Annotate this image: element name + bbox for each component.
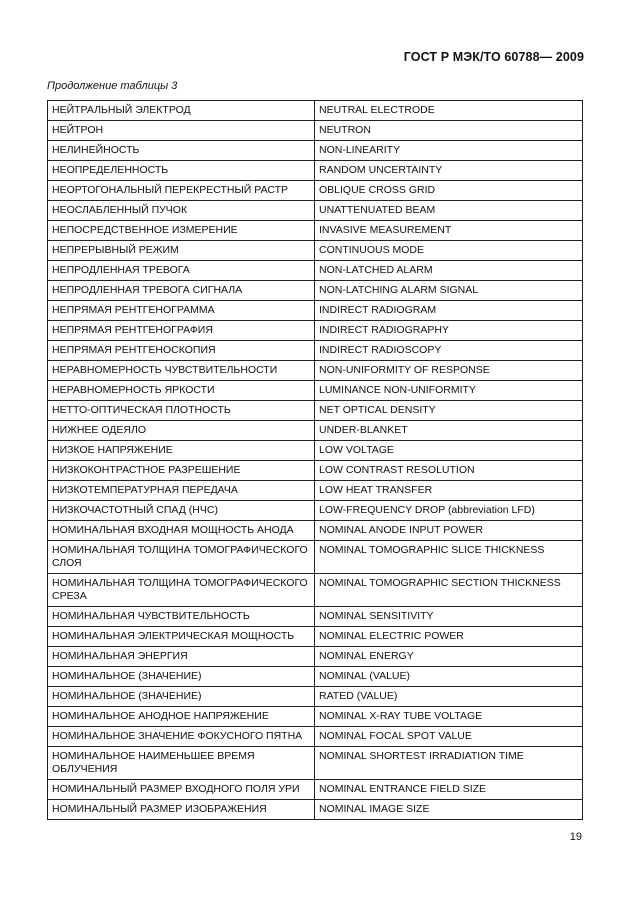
term-russian: НЕПРЯМАЯ РЕНТГЕНОГРАФИЯ bbox=[48, 321, 315, 341]
term-russian: НЕОСЛАБЛЕННЫЙ ПУЧОК bbox=[48, 201, 315, 221]
term-russian: НОМИНАЛЬНАЯ ТОЛЩИНА ТОМОГРАФИЧЕСКОГО СРЕЗА bbox=[48, 574, 315, 607]
term-english: NEUTRAL ELECTRODE bbox=[315, 101, 583, 121]
term-english: INDIRECT RADIOGRAM bbox=[315, 301, 583, 321]
term-russian: НОМИНАЛЬНОЕ НАИМЕНЬШЕЕ ВРЕМЯ ОБЛУЧЕНИЯ bbox=[48, 747, 315, 780]
table-row bbox=[48, 780, 583, 800]
table-row bbox=[48, 707, 583, 727]
table-row bbox=[48, 161, 583, 181]
term-russian: НЕТТО-ОПТИЧЕСКАЯ ПЛОТНОСТЬ bbox=[48, 401, 315, 421]
term-english: LOW-FREQUENCY DROP (abbreviation LFD) bbox=[315, 501, 583, 521]
term-russian: НИЗКОЕ НАПРЯЖЕНИЕ bbox=[48, 441, 315, 461]
table-row bbox=[48, 441, 583, 461]
table-row bbox=[48, 627, 583, 647]
table-row bbox=[48, 401, 583, 421]
table-row bbox=[48, 241, 583, 261]
term-russian: НЕПРОДЛЕННАЯ ТРЕВОГА bbox=[48, 261, 315, 281]
term-english: NOMINAL ENTRANCE FIELD SIZE bbox=[315, 780, 583, 800]
table-row bbox=[48, 800, 583, 820]
term-english: NOMINAL TOMOGRAPHIC SECTION THICKNESS bbox=[315, 574, 583, 607]
table-row bbox=[48, 541, 583, 574]
term-russian: НИЗКОТЕМПЕРАТУРНАЯ ПЕРЕДАЧА bbox=[48, 481, 315, 501]
term-english: OBLIQUE CROSS GRID bbox=[315, 181, 583, 201]
term-english: LOW HEAT TRANSFER bbox=[315, 481, 583, 501]
term-english: NOMINAL ELECTRIC POWER bbox=[315, 627, 583, 647]
term-english: NON-LINEARITY bbox=[315, 141, 583, 161]
term-russian: НОМИНАЛЬНАЯ ВХОДНАЯ МОЩНОСТЬ АНОДА bbox=[48, 521, 315, 541]
term-russian: НОМИНАЛЬНАЯ ЧУВСТВИТЕЛЬНОСТЬ bbox=[48, 607, 315, 627]
page-number: 19 bbox=[569, 831, 582, 843]
table-row bbox=[48, 301, 583, 321]
term-russian: НЕПРОДЛЕННАЯ ТРЕВОГА СИГНАЛА bbox=[48, 281, 315, 301]
table-row bbox=[48, 381, 583, 401]
term-english: NOMINAL TOMOGRAPHIC SLICE THICKNESS bbox=[315, 541, 583, 574]
term-english: UNATTENUATED BEAM bbox=[315, 201, 583, 221]
document-header: ГОСТ Р МЭК/ТО 60788— 2009 bbox=[403, 50, 584, 64]
term-english: CONTINUOUS MODE bbox=[315, 241, 583, 261]
term-english: INVASIVE MEASUREMENT bbox=[315, 221, 583, 241]
table-row bbox=[48, 607, 583, 627]
terms-table-body bbox=[48, 101, 583, 820]
term-russian: НЕПРЯМАЯ РЕНТГЕНОСКОПИЯ bbox=[48, 341, 315, 361]
table-row bbox=[48, 574, 583, 607]
term-russian: НОМИНАЛЬНОЕ ЗНАЧЕНИЕ ФОКУСНОГО ПЯТНА bbox=[48, 727, 315, 747]
term-russian: НЕОРТОГОНАЛЬНЫЙ ПЕРЕКРЕСТНЫЙ РАСТР bbox=[48, 181, 315, 201]
term-english: INDIRECT RADIOGRAPHY bbox=[315, 321, 583, 341]
table-row bbox=[48, 281, 583, 301]
term-russian: НЕПРЕРЫВНЫЙ РЕЖИМ bbox=[48, 241, 315, 261]
term-russian: НОМИНАЛЬНЫЙ РАЗМЕР ИЗОБРАЖЕНИЯ bbox=[48, 800, 315, 820]
term-english: NOMINAL IMAGE SIZE bbox=[315, 800, 583, 820]
term-english: RANDOM UNCERTAINTY bbox=[315, 161, 583, 181]
term-english: RATED (VALUE) bbox=[315, 687, 583, 707]
term-russian: НИЗКОЧАСТОТНЫЙ СПАД (НЧС) bbox=[48, 501, 315, 521]
term-russian: НИЖНЕЕ ОДЕЯЛО bbox=[48, 421, 315, 441]
term-english: UNDER-BLANKET bbox=[315, 421, 583, 441]
table-row bbox=[48, 461, 583, 481]
table-row bbox=[48, 361, 583, 381]
term-english: NON-LATCHING ALARM SIGNAL bbox=[315, 281, 583, 301]
term-russian: НЕЙТРОН bbox=[48, 121, 315, 141]
term-english: LUMINANCE NON-UNIFORMITY bbox=[315, 381, 583, 401]
table-caption: Продолжение таблицы 3 bbox=[47, 80, 178, 92]
terms-table bbox=[47, 100, 583, 820]
term-russian: НЕЛИНЕЙНОСТЬ bbox=[48, 141, 315, 161]
term-russian: НОМИНАЛЬНЫЙ РАЗМЕР ВХОДНОГО ПОЛЯ УРИ bbox=[48, 780, 315, 800]
term-russian: НОМИНАЛЬНАЯ ТОЛЩИНА ТОМОГРАФИЧЕСКОГО СЛОЯ bbox=[48, 541, 315, 574]
term-english: NEUTRON bbox=[315, 121, 583, 141]
term-english: NOMINAL SHORTEST IRRADIATION TIME bbox=[315, 747, 583, 780]
table-row bbox=[48, 667, 583, 687]
term-english: NON-UNIFORMITY OF RESPONSE bbox=[315, 361, 583, 381]
table-row bbox=[48, 121, 583, 141]
term-russian: НЕРАВНОМЕРНОСТЬ ЧУВСТВИТЕЛЬНОСТИ bbox=[48, 361, 315, 381]
term-russian: НОМИНАЛЬНОЕ (ЗНАЧЕНИЕ) bbox=[48, 667, 315, 687]
term-english: NET OPTICAL DENSITY bbox=[315, 401, 583, 421]
table-row bbox=[48, 647, 583, 667]
table-row bbox=[48, 261, 583, 281]
table-row bbox=[48, 181, 583, 201]
table-row bbox=[48, 141, 583, 161]
table-row bbox=[48, 727, 583, 747]
term-russian: НЕОПРЕДЕЛЕННОСТЬ bbox=[48, 161, 315, 181]
term-english: NOMINAL X-RAY TUBE VOLTAGE bbox=[315, 707, 583, 727]
table-row bbox=[48, 521, 583, 541]
table-row bbox=[48, 687, 583, 707]
term-russian: НЕРАВНОМЕРНОСТЬ ЯРКОСТИ bbox=[48, 381, 315, 401]
table-row bbox=[48, 201, 583, 221]
term-russian: НИЗКОКОНТРАСТНОЕ РАЗРЕШЕНИЕ bbox=[48, 461, 315, 481]
term-english: NOMINAL FOCAL SPOT VALUE bbox=[315, 727, 583, 747]
table-row bbox=[48, 321, 583, 341]
term-russian: НОМИНАЛЬНАЯ ЭНЕРГИЯ bbox=[48, 647, 315, 667]
term-russian: НОМИНАЛЬНАЯ ЭЛЕКТРИЧЕСКАЯ МОЩНОСТЬ bbox=[48, 627, 315, 647]
term-english: LOW CONTRAST RESOLUTION bbox=[315, 461, 583, 481]
term-russian: НЕПРЯМАЯ РЕНТГЕНОГРАММА bbox=[48, 301, 315, 321]
term-english: NOMINAL (VALUE) bbox=[315, 667, 583, 687]
term-russian: НОМИНАЛЬНОЕ (ЗНАЧЕНИЕ) bbox=[48, 687, 315, 707]
term-english: NON-LATCHED ALARM bbox=[315, 261, 583, 281]
term-english: NOMINAL ENERGY bbox=[315, 647, 583, 667]
table-row bbox=[48, 421, 583, 441]
term-russian: НОМИНАЛЬНОЕ АНОДНОЕ НАПРЯЖЕНИЕ bbox=[48, 707, 315, 727]
term-russian: НЕЙТРАЛЬНЫЙ ЭЛЕКТРОД bbox=[48, 101, 315, 121]
table-row bbox=[48, 501, 583, 521]
table-row bbox=[48, 101, 583, 121]
term-english: INDIRECT RADIOSCOPY bbox=[315, 341, 583, 361]
table-row bbox=[48, 341, 583, 361]
term-english: NOMINAL SENSITIVITY bbox=[315, 607, 583, 627]
term-russian: НЕПОСРЕДСТВЕННОЕ ИЗМЕРЕНИЕ bbox=[48, 221, 315, 241]
table-row bbox=[48, 747, 583, 780]
table-row bbox=[48, 481, 583, 501]
term-english: LOW VOLTAGE bbox=[315, 441, 583, 461]
table-row bbox=[48, 221, 583, 241]
term-english: NOMINAL ANODE INPUT POWER bbox=[315, 521, 583, 541]
